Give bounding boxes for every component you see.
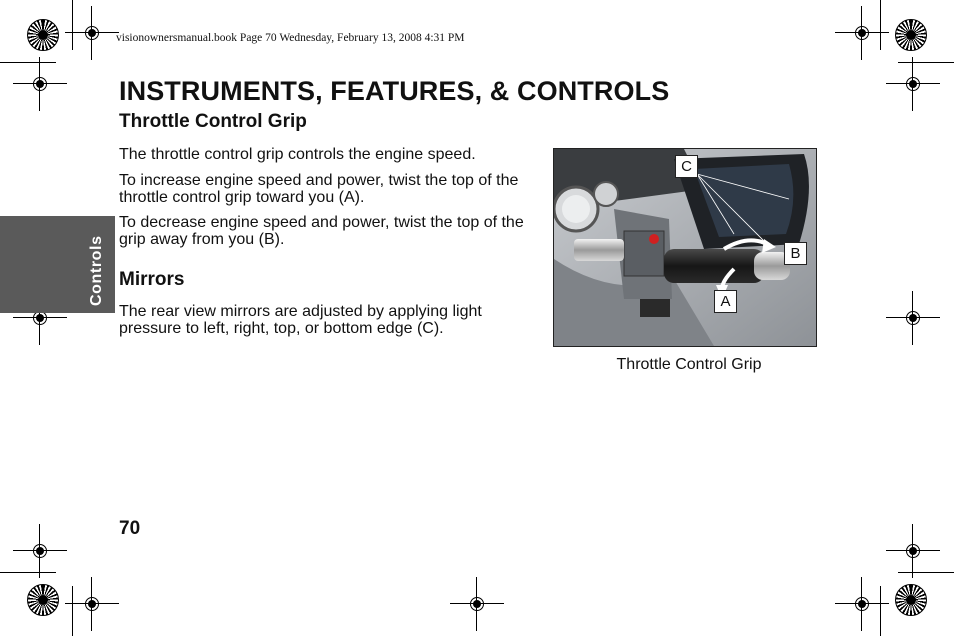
- trim-line: [880, 0, 881, 50]
- registration-mark: [895, 19, 927, 51]
- throttle-grip-illustration: [554, 149, 816, 346]
- crop-mark: [13, 524, 67, 578]
- registration-mark: [27, 584, 59, 616]
- crop-mark: [450, 577, 504, 631]
- registration-mark: [27, 19, 59, 51]
- crop-mark: [13, 57, 67, 111]
- paragraph: To increase engine speed and power, twist the top of the throttle control grip toward you (A).: [119, 172, 519, 206]
- crop-mark: [886, 291, 940, 345]
- crop-mark: [65, 577, 119, 631]
- trim-line: [880, 586, 881, 636]
- page-number: 70: [119, 518, 141, 539]
- callout-label: B: [784, 242, 807, 265]
- page-title: INSTRUMENTS, FEATURES, & CONTROLS: [119, 76, 670, 106]
- mirrors-heading: Mirrors: [119, 269, 185, 290]
- trim-line: [898, 572, 954, 573]
- file-header-line: visionownersmanual.book Page 70 Wednesday, February 13, 2008 4:31 PM: [116, 32, 465, 44]
- crop-mark: [886, 57, 940, 111]
- crop-mark: [886, 524, 940, 578]
- paragraph: The throttle control grip controls the engine speed.: [119, 146, 476, 163]
- trim-line: [0, 572, 56, 573]
- callout-label: C: [675, 155, 698, 178]
- callout-label: A: [714, 290, 737, 313]
- registration-mark: [895, 584, 927, 616]
- section-title: Throttle Control Grip: [119, 111, 307, 132]
- figure-caption: Throttle Control Grip: [616, 356, 762, 373]
- trim-line: [72, 0, 73, 50]
- trim-line: [898, 62, 954, 63]
- paragraph: To decrease engine speed and power, twist the top of the grip away from you (B).: [119, 214, 524, 248]
- trim-line: [0, 62, 56, 63]
- mirrors-paragraph: The rear view mirrors are adjusted by applying light pressure to left, right, top, or bottom edge (C).: [119, 303, 482, 337]
- crop-mark: [65, 6, 119, 60]
- side-tab-label: Controls: [88, 235, 105, 306]
- trim-line: [72, 586, 73, 636]
